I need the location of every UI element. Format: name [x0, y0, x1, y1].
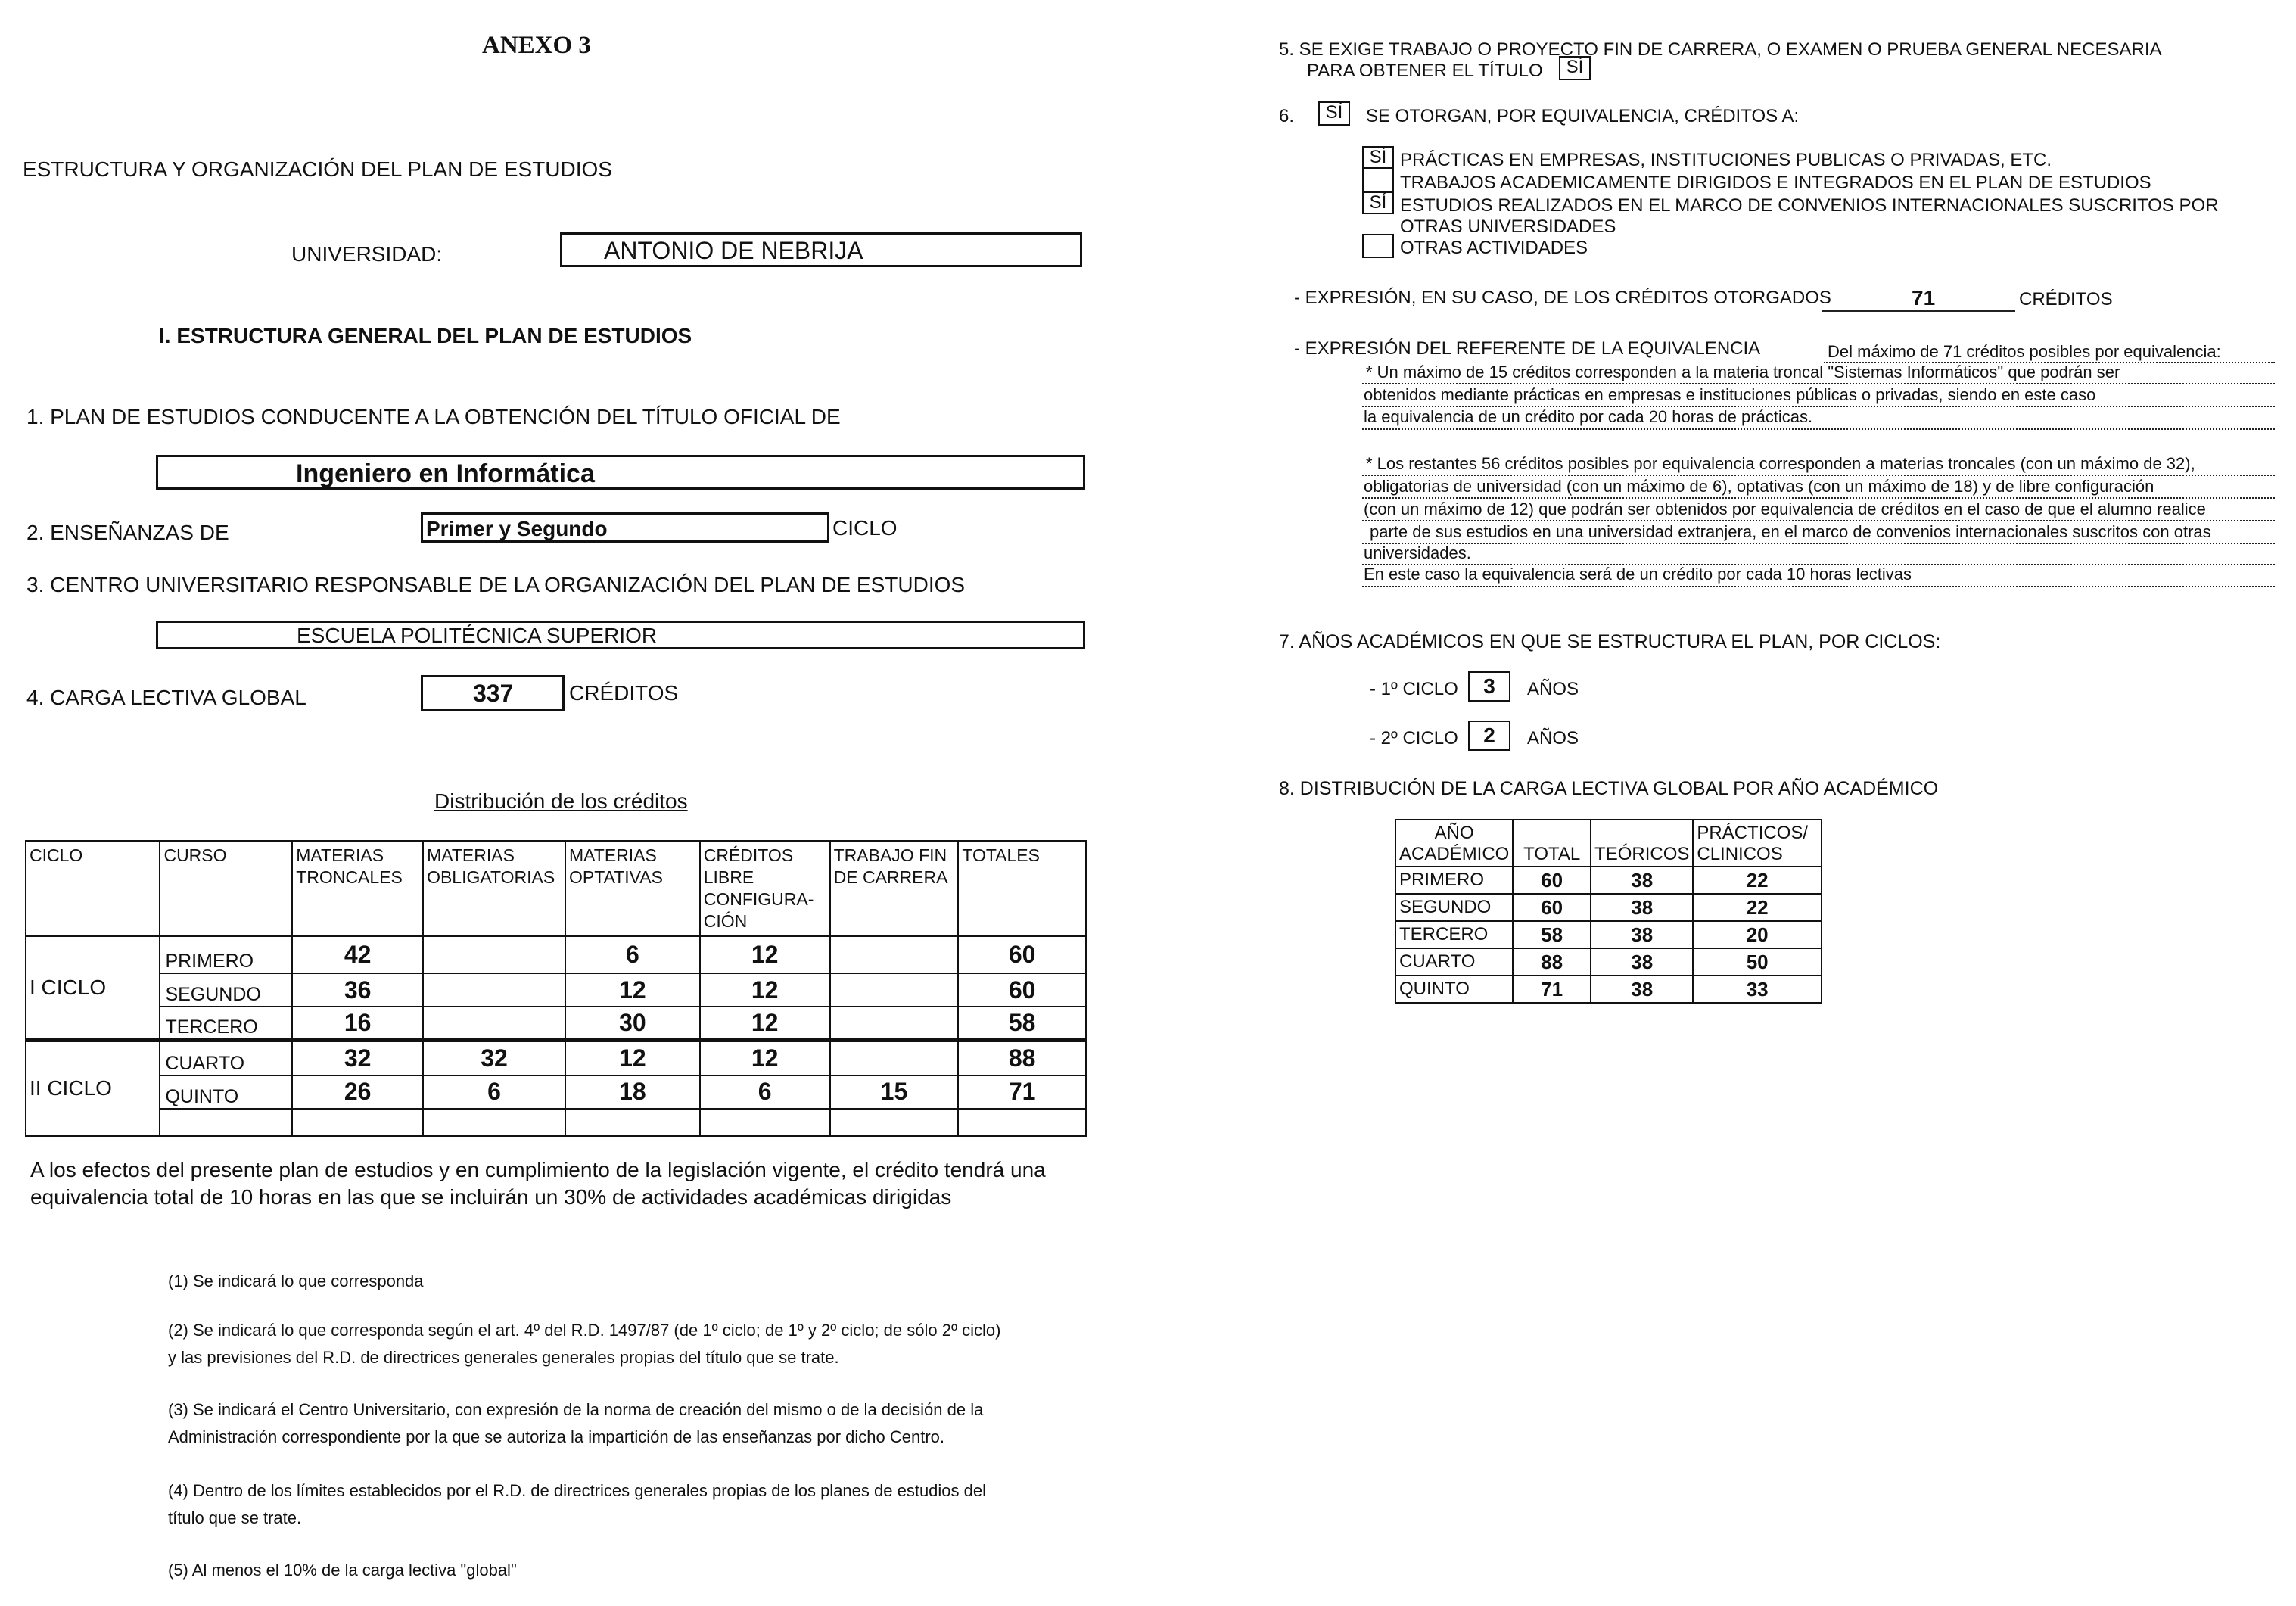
credits-box — [421, 675, 565, 711]
item3-label: 3. CENTRO UNIVERSITARIO RESPONSABLE DE LA ORGANIZACIÓN DEL PLAN DE ESTUDIOS — [26, 573, 966, 596]
opt2-check — [1362, 169, 1394, 191]
table-row — [26, 973, 1086, 1007]
opt3-check: SÍ — [1362, 191, 1394, 214]
note-line-1: A los efectos del presente plan de estudios y en cumplimiento de la legislación vigente, el crédito tendrá una — [30, 1158, 1046, 1181]
year-teoricos: 38 — [1591, 894, 1693, 921]
opt4-check — [1362, 234, 1394, 258]
year-load-table — [1395, 819, 1822, 1004]
footnote-3a: (3) Se indicará el Centro Universitario, con expresión de la norma de creación del mismo o de la decisión de la — [168, 1400, 984, 1419]
item1-label: 1. PLAN DE ESTUDIOS CONDUCENTE A LA OBTENCIÓN DEL TÍTULO OFICIAL DE — [26, 405, 841, 428]
ref-rule — [1362, 497, 2275, 499]
ref-line-7: parte de sus estudios en una universidad extranjera, en el marco de convenios internacionales suscritos con otras — [1370, 522, 2211, 541]
item6-check: SÍ — [1318, 101, 1350, 126]
opt1-label: PRÁCTICAS EN EMPRESAS, INSTITUCIONES PUBLICAS O PRIVADAS, ETC. — [1400, 150, 2052, 170]
cell-trabajo — [830, 1041, 959, 1075]
cell-optativas: 6 — [565, 936, 700, 973]
footnote-5: (5) Al menos el 10% de la carga lectiva "global" — [168, 1561, 517, 1580]
cell-troncales: 16 — [292, 1007, 423, 1041]
footnote-3b: Administración correspondiente por la que se autoriza la impartición de las enseñanzas por dicho Centro. — [168, 1427, 945, 1446]
degree-box — [156, 455, 1085, 490]
ref-label: - EXPRESIÓN DEL REFERENTE DE LA EQUIVALENCIA — [1294, 338, 1761, 359]
cell-optativas: 18 — [565, 1075, 700, 1109]
cell-libre: 12 — [700, 1041, 830, 1075]
ref-line-4: * Los restantes 56 créditos posibles por equivalencia corresponden a materias troncales (con un máximo de 32), — [1366, 454, 2195, 473]
ref-rule — [1362, 428, 2275, 430]
header-trabajo: TRABAJO FIN DE CARRERA — [830, 841, 959, 936]
cell-totales: 71 — [958, 1075, 1086, 1109]
cell-obligatorias — [423, 1007, 565, 1041]
header-ciclo: CICLO — [26, 841, 160, 936]
item6-label: SE OTORGAN, POR EQUIVALENCIA, CRÉDITOS A: — [1366, 106, 1800, 126]
ref-line-8: universidades. — [1364, 543, 1471, 562]
year-practicos: 22 — [1693, 894, 1822, 921]
cycle2-years: 2 — [1468, 721, 1510, 751]
table-row — [26, 936, 1086, 973]
cell-libre: 12 — [700, 936, 830, 973]
structure-title: ESTRUCTURA Y ORGANIZACIÓN DEL PLAN DE ESTUDIOS — [23, 157, 612, 181]
year-practicos: 22 — [1693, 867, 1822, 894]
footnote-4a: (4) Dentro de los límites establecidos por el R.D. de directrices generales propias de los planes de estudios del — [168, 1481, 987, 1500]
year-total: 88 — [1513, 948, 1591, 976]
opt1-check: SÍ — [1362, 146, 1394, 169]
item5-line1: 5. SE EXIGE TRABAJO O PROYECTO FIN DE CARRERA, O EXAMEN O PRUEBA GENERAL NECESARIA — [1279, 39, 2162, 60]
note-line-2: equivalencia total de 10 horas en las que se incluirán un 30% de actividades académicas dirigidas — [30, 1185, 952, 1209]
table-header-row — [26, 841, 1086, 936]
year-practicos: 33 — [1693, 976, 1822, 1003]
cell-troncales: 32 — [292, 1041, 423, 1075]
year-teoricos: 38 — [1591, 948, 1693, 976]
cell-libre: 12 — [700, 973, 830, 1007]
year-practicos: 50 — [1693, 948, 1822, 976]
cell-totales: 88 — [958, 1041, 1086, 1075]
cell-totales: 60 — [958, 973, 1086, 1007]
cell-optativas: 12 — [565, 1041, 700, 1075]
row-curso: PRIMERO — [160, 936, 292, 973]
ref-line-1: * Un máximo de 15 créditos corresponden a la materia troncal "Sistemas Informáticos" que podrán ser — [1366, 363, 2120, 381]
year-teoricos: 38 — [1591, 921, 1693, 948]
footnote-2b: y las previsiones del R.D. de directrices generales generales propias del título que se trate. — [168, 1348, 839, 1367]
university-label: UNIVERSIDAD: — [291, 242, 443, 266]
year-total: 60 — [1513, 867, 1591, 894]
ref-line-9: En este caso la equivalencia será de un crédito por cada 10 horas lectivas — [1364, 565, 1912, 584]
footnote-1: (1) Se indicará lo que corresponda — [168, 1271, 424, 1290]
cell-libre: 12 — [700, 1007, 830, 1041]
ref-rule — [1362, 586, 2275, 587]
opt2-label: TRABAJOS ACADEMICAMENTE DIRIGIDOS E INTEGRADOS EN EL PLAN DE ESTUDIOS — [1400, 173, 2151, 193]
ref-line-3: la equivalencia de un crédito por cada 20 horas de prácticas. — [1364, 407, 1813, 426]
cycle1-years-word: AÑOS — [1527, 679, 1579, 699]
cell-trabajo — [830, 973, 959, 1007]
header-troncales: MATERIAS TRONCALES — [292, 841, 423, 936]
year-teoricos: 38 — [1591, 976, 1693, 1003]
cell-obligatorias — [423, 973, 565, 1007]
ref-line-5: obligatorias de universidad (con un máximo de 6), optativas (con un máximo de 18) y de libre configuración — [1364, 477, 2154, 496]
year-header-ano: AÑO ACADÉMICO — [1395, 820, 1513, 867]
year-header-row — [1395, 820, 1822, 867]
row-curso: TERCERO — [160, 1007, 292, 1041]
header-totales: TOTALES — [958, 841, 1086, 936]
ref-rule — [1362, 543, 2275, 544]
cycle-label: I CICLO — [26, 936, 160, 1041]
cell-libre: 6 — [700, 1075, 830, 1109]
cycles-suffix: CICLO — [832, 516, 898, 540]
header-libre: CRÉDITOS LIBRE CONFIGURA-CIÓN — [700, 841, 830, 936]
year-total: 60 — [1513, 894, 1591, 921]
degree-value: Ingeniero en Informática — [296, 459, 595, 488]
item2-label: 2. ENSEÑANZAS DE — [26, 521, 229, 544]
table-row — [1395, 976, 1822, 1003]
cell-trabajo — [830, 936, 959, 973]
year-name: TERCERO — [1395, 921, 1513, 948]
row-curso: QUINTO — [160, 1075, 292, 1109]
cell-totales: 58 — [958, 1007, 1086, 1041]
credits-value: 337 — [473, 680, 514, 707]
cycle2-years-word: AÑOS — [1527, 728, 1579, 749]
year-header-teoricos: TEÓRICOS — [1591, 820, 1693, 867]
university-value: ANTONIO DE NEBRIJA — [604, 237, 863, 264]
expr-underline — [1822, 310, 2015, 312]
section-title: I. ESTRUCTURA GENERAL DEL PLAN DE ESTUDIOS — [159, 324, 692, 347]
year-total: 58 — [1513, 921, 1591, 948]
cell-troncales: 36 — [292, 973, 423, 1007]
year-header-total: TOTAL — [1513, 820, 1591, 867]
cell-obligatorias — [423, 936, 565, 973]
expr-label: - EXPRESIÓN, EN SU CASO, DE LOS CRÉDITOS OTORGADOS — [1294, 288, 1831, 308]
table-row — [26, 1041, 1086, 1075]
header-obligatorias: MATERIAS OBLIGATORIAS — [423, 841, 565, 936]
row-curso: CUARTO — [160, 1041, 292, 1075]
ref-line-6: (con un máximo de 12) que podrán ser obtenidos por equivalencia de créditos en el caso de que el alumno realice — [1364, 500, 2206, 518]
year-name: SEGUNDO — [1395, 894, 1513, 921]
cell-optativas: 30 — [565, 1007, 700, 1041]
item6-num: 6. — [1279, 106, 1295, 126]
opt4-label: OTRAS ACTIVIDADES — [1400, 238, 1588, 258]
footnote-4b: título que se trate. — [168, 1508, 302, 1527]
year-name: CUARTO — [1395, 948, 1513, 976]
table-row — [26, 1007, 1086, 1041]
year-total: 71 — [1513, 976, 1591, 1003]
ref-line-0: Del máximo de 71 créditos posibles por equivalencia: — [1828, 342, 2221, 361]
row-curso: SEGUNDO — [160, 973, 292, 1007]
year-name: QUINTO — [1395, 976, 1513, 1003]
cell-totales: 60 — [958, 936, 1086, 973]
ref-rule — [1362, 520, 2275, 521]
center-box — [156, 621, 1085, 649]
cell-troncales: 26 — [292, 1075, 423, 1109]
cell-troncales: 42 — [292, 936, 423, 973]
year-teoricos: 38 — [1591, 867, 1693, 894]
annex-title: ANEXO 3 — [482, 32, 591, 59]
ref-rule — [1362, 383, 2275, 384]
cell-optativas: 12 — [565, 973, 700, 1007]
cycles-box — [421, 512, 829, 543]
credits-distribution-table — [25, 840, 1087, 1137]
center-value: ESCUELA POLITÉCNICA SUPERIOR — [297, 624, 658, 647]
ref-line-2: obtenidos mediante prácticas en empresas e instituciones públicas o privadas, siendo en este caso — [1364, 385, 2096, 404]
item7-label: 7. AÑOS ACADÉMICOS EN QUE SE ESTRUCTURA EL PLAN, POR CICLOS: — [1279, 631, 1941, 652]
table-row — [1395, 894, 1822, 921]
footnote-2a: (2) Se indicará lo que corresponda según el art. 4º del R.D. 1497/87 (de 1º ciclo; de 1º y 2º ciclo; de sólo 2º ciclo) — [168, 1321, 1001, 1340]
item4-label: 4. CARGA LECTIVA GLOBAL — [26, 686, 306, 709]
table-caption: Distribución de los créditos — [434, 789, 688, 813]
table-row — [26, 1075, 1086, 1109]
cycle2-label: - 2º CICLO — [1370, 728, 1458, 749]
credits-suffix: CRÉDITOS — [569, 681, 679, 705]
cell-obligatorias: 32 — [423, 1041, 565, 1075]
item8-label: 8. DISTRIBUCIÓN DE LA CARGA LECTIVA GLOBAL POR AÑO ACADÉMICO — [1279, 778, 1939, 799]
header-curso: CURSO — [160, 841, 292, 936]
ref-rule — [1362, 475, 2275, 476]
cycle1-years: 3 — [1468, 671, 1510, 702]
expr-suffix: CRÉDITOS — [2019, 289, 2113, 310]
opt3-label-a: ESTUDIOS REALIZADOS EN EL MARCO DE CONVENIOS INTERNACIONALES SUSCRITOS POR — [1400, 195, 2219, 216]
item5-check: SÍ — [1559, 56, 1591, 80]
university-box — [560, 232, 1082, 267]
cycles-value: Primer y Segundo — [426, 517, 608, 540]
cell-trabajo — [830, 1007, 959, 1041]
year-practicos: 20 — [1693, 921, 1822, 948]
cell-obligatorias: 6 — [423, 1075, 565, 1109]
cell-trabajo: 15 — [830, 1075, 959, 1109]
year-name: PRIMERO — [1395, 867, 1513, 894]
expr-value: 71 — [1912, 286, 1936, 310]
table-row — [1395, 948, 1822, 976]
cycle-label: II CICLO — [26, 1041, 160, 1136]
table-row — [1395, 867, 1822, 894]
year-header-practicos: PRÁCTICOS/ CLINICOS — [1693, 820, 1822, 867]
header-optativas: MATERIAS OPTATIVAS — [565, 841, 700, 936]
table-row-empty — [26, 1109, 1086, 1136]
item5-line2: PARA OBTENER EL TÍTULO — [1307, 61, 1543, 81]
table-row — [1395, 921, 1822, 948]
opt3-label-b: OTRAS UNIVERSIDADES — [1400, 216, 1616, 237]
cycle1-label: - 1º CICLO — [1370, 679, 1458, 699]
